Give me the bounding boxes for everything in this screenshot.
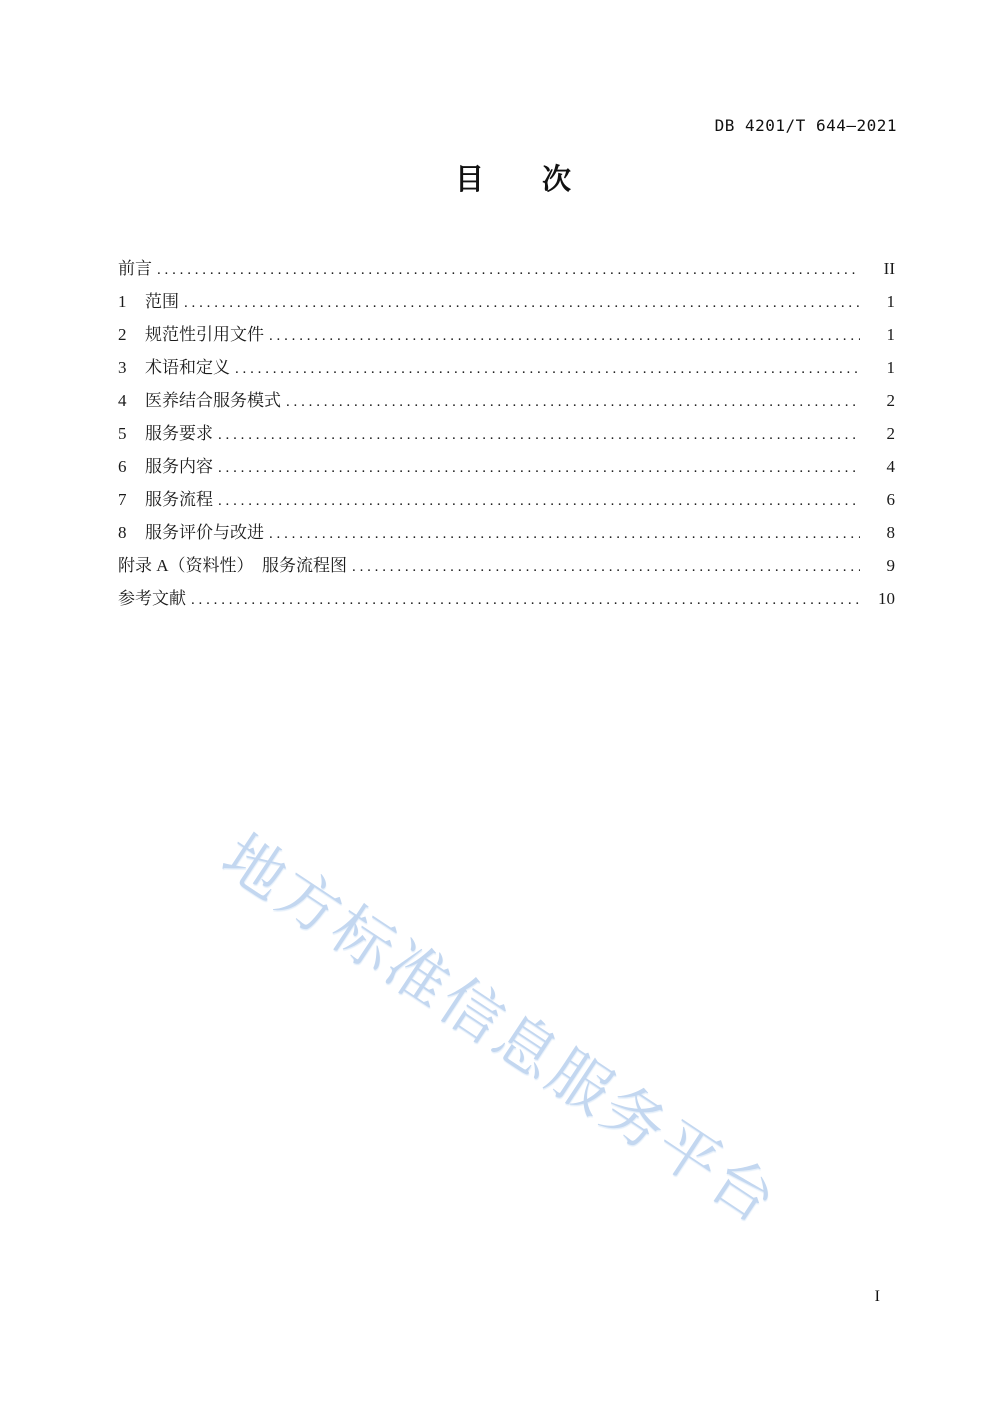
standard-doc-number: DB 4201/T 644—2021 <box>714 116 897 135</box>
toc-entry-label: 附录 A（资料性） 服务流程图 <box>118 556 348 575</box>
toc-entry-label: 服务评价与改进 <box>145 523 264 542</box>
toc-entry <box>118 549 895 582</box>
dot-leader <box>218 483 860 518</box>
toc-entry <box>118 384 895 417</box>
toc-entry <box>118 417 895 450</box>
toc-entry-page: 8 <box>886 523 895 542</box>
toc-entry <box>118 582 895 615</box>
toc-entry-label: 规范性引用文件 <box>145 325 264 344</box>
toc-entry-page: 1 <box>886 292 895 311</box>
toc-entry-label: 服务流程 <box>145 490 213 509</box>
toc-entry <box>118 285 895 318</box>
toc-entry-label: 服务要求 <box>145 424 213 443</box>
toc-entry-page: 2 <box>886 424 895 443</box>
toc-entry-page: 4 <box>886 457 895 476</box>
toc-entry-page: 1 <box>886 325 895 344</box>
toc-entry <box>118 450 895 483</box>
toc-entry-page: 10 <box>878 589 895 608</box>
toc-entry-number: 2 <box>118 325 127 344</box>
dot-leader <box>286 384 860 419</box>
toc-entry <box>118 318 895 351</box>
toc-entry <box>118 351 895 384</box>
dot-leader <box>157 252 860 287</box>
toc-entry <box>118 252 895 285</box>
dot-leader <box>218 417 860 452</box>
dot-leader <box>184 285 860 320</box>
toc-entry-page: 9 <box>886 556 895 575</box>
dot-leader <box>269 318 860 353</box>
toc-entry-page: 1 <box>886 358 895 377</box>
toc-entry-page: 6 <box>886 490 895 509</box>
dot-leader <box>352 549 860 584</box>
dot-leader <box>191 582 860 617</box>
toc-entry-label: 前言 <box>118 259 152 278</box>
dot-leader <box>235 351 860 386</box>
toc-entry <box>118 483 895 516</box>
toc-entry-number: 6 <box>118 457 127 476</box>
dot-leader <box>269 516 860 551</box>
toc-entry-page: II <box>883 259 895 278</box>
table-of-contents <box>118 252 895 615</box>
toc-entry-label: 范围 <box>145 292 179 311</box>
toc-entry-label: 术语和定义 <box>145 358 230 377</box>
page-title: 目 次 <box>455 164 572 196</box>
dot-leader <box>218 450 860 485</box>
toc-entry-page: 2 <box>886 391 895 410</box>
toc-entry-number: 1 <box>118 292 127 311</box>
toc-entry-number: 4 <box>118 391 127 410</box>
watermark: 地方标准信息服务平台 <box>210 823 790 1238</box>
toc-entry <box>118 516 895 549</box>
toc-entry-number: 5 <box>118 424 127 443</box>
toc-entry-label: 医养结合服务模式 <box>145 391 281 410</box>
toc-entry-number: 3 <box>118 358 127 377</box>
toc-entry-number: 7 <box>118 490 127 509</box>
toc-entry-label: 服务内容 <box>145 457 213 476</box>
toc-entry-number: 8 <box>118 523 127 542</box>
toc-entry-label: 参考文献 <box>118 589 186 608</box>
footer-page-number: I <box>874 1288 880 1305</box>
